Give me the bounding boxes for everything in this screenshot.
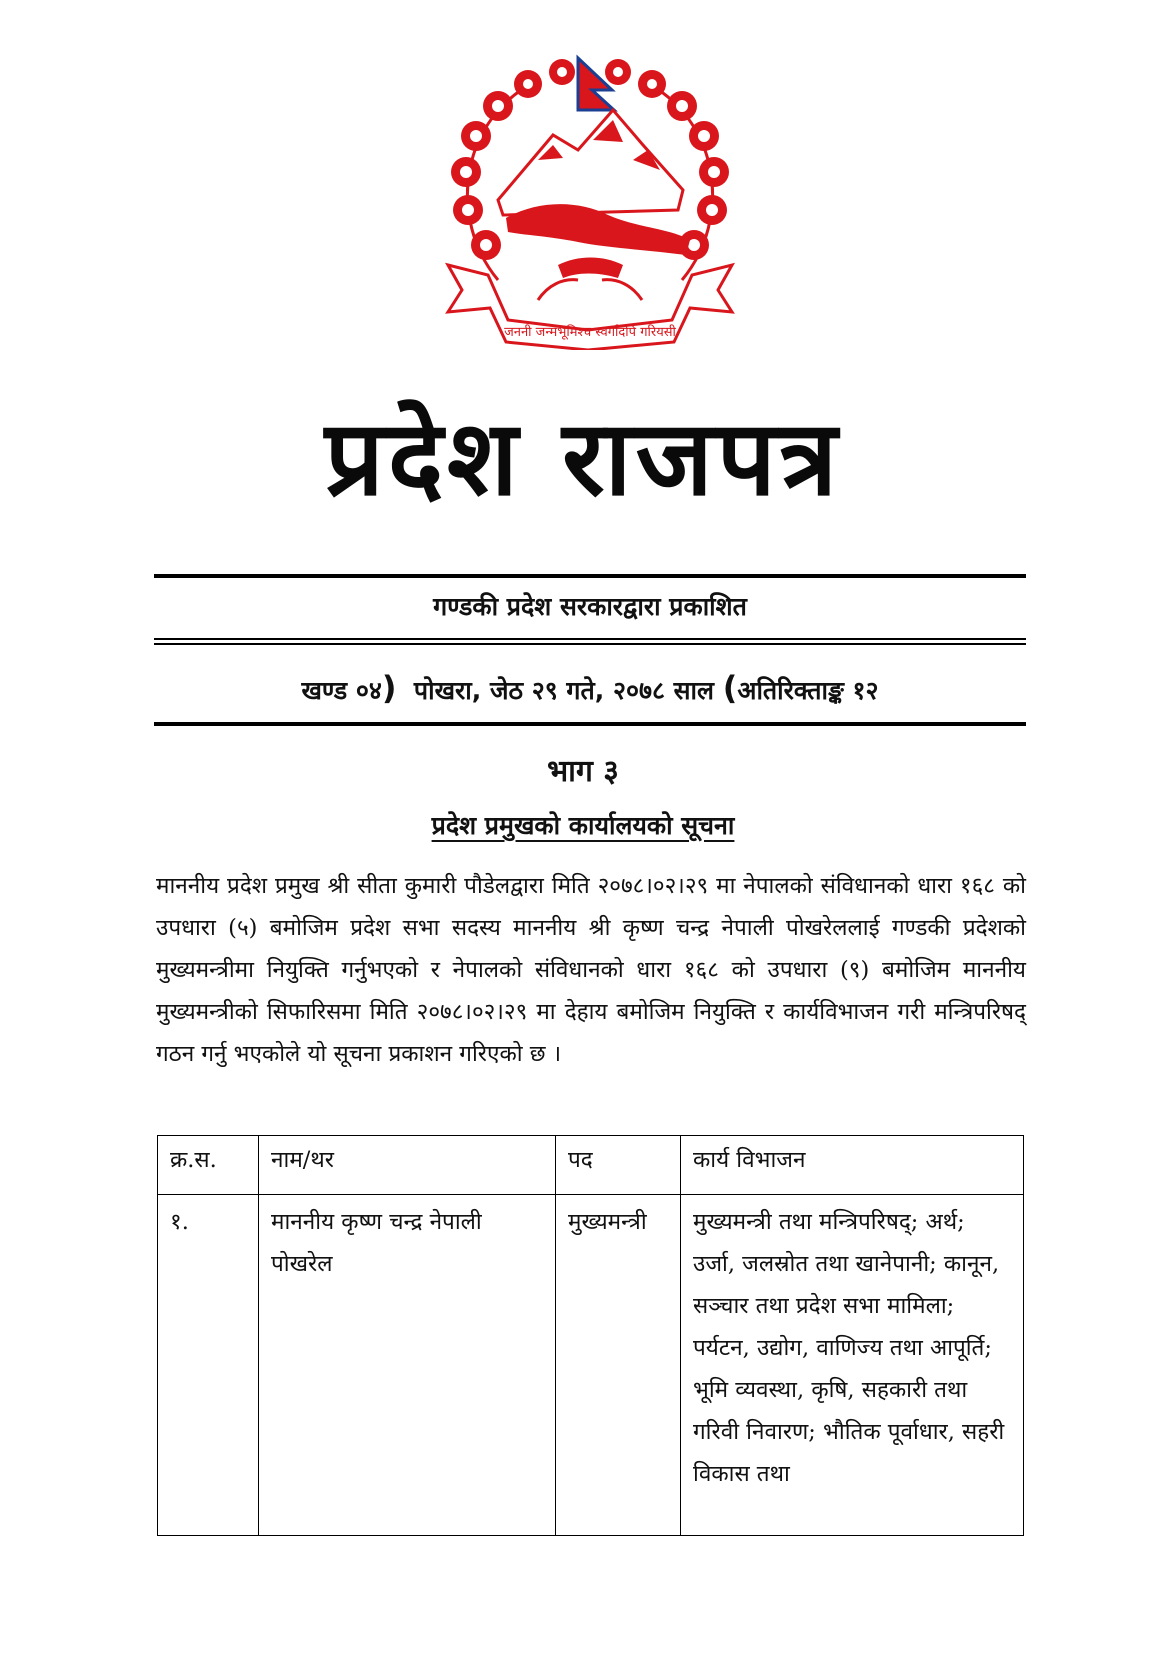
cell-work: मुख्यमन्त्री तथा मन्त्रिपरिषद्; अर्थ; उर्जा, जलस्रोत तथा खानेपानी; कानून, सञ्चार तथा प्रदेश सभा मामिला; पर्यटन, उद्योग, वाणिज्य तथा आपूर्ति; भूमि व्यवस्था, कृषि, सहकारी तथा गरिवी निवारण; भौतिक पूर्वाधार, सहरी विकास तथा [681, 1195, 1024, 1536]
open-paren: ( [722, 669, 738, 707]
issue-extra: अतिरिक्ताङ्क १२ [737, 676, 879, 705]
emblem-motto: जननी जन्मभूमिश्च स्वर्गादपि गरियसी [504, 325, 676, 340]
nepal-emblem-icon [428, 50, 752, 350]
gazette-title: प्रदेश राजपत्र [324, 397, 842, 519]
table-header-row [158, 1136, 1024, 1195]
cell-name: माननीय कृष्ण चन्द्र नेपाली पोखरेल [259, 1195, 556, 1536]
close-paren: ) [381, 669, 397, 707]
issue-rule [154, 722, 1026, 726]
header-post: पद [556, 1136, 681, 1195]
part-heading: भाग ३ [547, 754, 619, 789]
allocation-table [157, 1135, 1024, 1536]
issue-line [154, 665, 1026, 711]
notice-heading [0, 806, 1166, 846]
header-serial: क्र.स. [158, 1136, 259, 1195]
header-work: कार्य विभाजन [681, 1136, 1024, 1195]
table-row [158, 1195, 1024, 1536]
double-rule-1 [154, 638, 1026, 640]
issue-volume: खण्ड ०४ [301, 676, 382, 705]
top-rule [154, 574, 1026, 578]
header-name: नाम/थर [259, 1136, 556, 1195]
notice-paragraph: माननीय प्रदेश प्रमुख श्री सीता कुमारी पौडेलद्वारा मिति २०७८।०२।२९ मा नेपालको संविधानको धारा १६८ को उपधारा (५) बमोजिम प्रदेश सभा सदस्य माननीय श्री कृष्ण चन्द्र नेपाली पोखरेललाई गण्डकी प्रदेशको मुख्यमन्त्रीमा नियुक्ति गर्नुभएको र नेपालको संविधानको धारा १६८ को उपधारा (९) बमोजिम माननीय मुख्यमन्त्रीको सिफारिसमा मिति २०७८।०२।२९ मा देहाय बमोजिम नियुक्ति र कार्यविभाजन गरी मन्त्रिपरिषद् गठन गर्नु भएकोले यो सूचना प्रकाशन गरिएको छ । [156, 873, 1026, 1067]
cell-post: मुख्यमन्त्री [556, 1195, 681, 1536]
publisher-line: गण्डकी प्रदेश सरकारद्वारा प्रकाशित [433, 592, 747, 621]
issue-place-date: पोखरा, जेठ २९ गते, २०७८ साल [413, 676, 714, 705]
cell-serial: १. [158, 1195, 259, 1536]
notice-title: प्रदेश प्रमुखको कार्यालयको सूचना [431, 811, 735, 840]
double-rule-2 [154, 643, 1026, 645]
